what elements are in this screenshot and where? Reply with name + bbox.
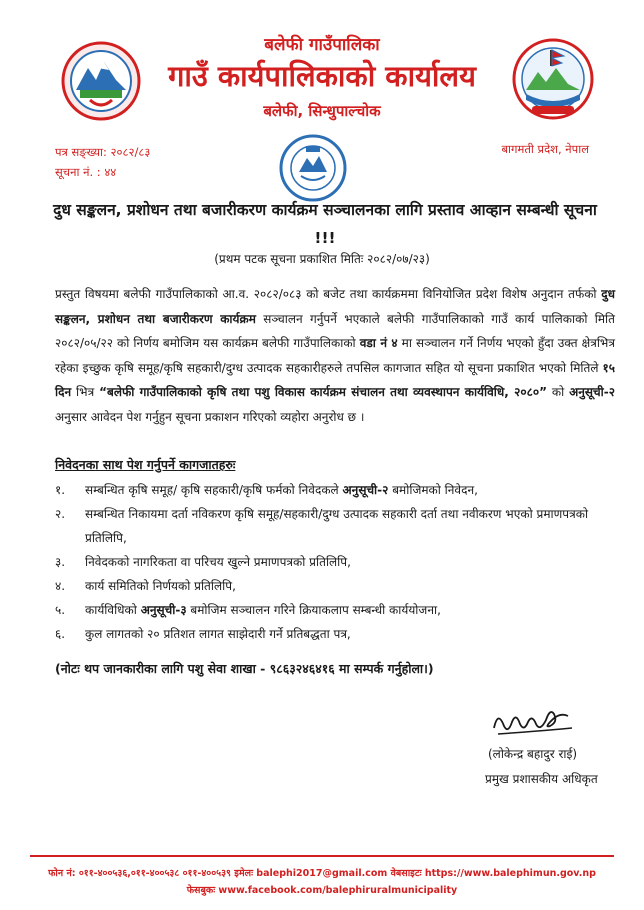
body-text: मा सञ्चालन गर्ने निर्णय भएको हुँदा उक्त क्षेत्रभित्र रहेका इच्छुक कृषि समूह/कृषि सहकारी/दुग्ध उत्पादक सहकारीहरुले तपसिल कागजात सहित यो सूचना प्रकाशित भएको मितिले [55,336,615,375]
municipality-name: बलेफी गाउँपालिका [264,35,380,55]
list-item [55,598,615,622]
notice-body [55,282,615,429]
item-number: ६. [55,627,66,641]
annex-reference: अनुसूची-२ [342,483,389,497]
list-item [55,574,615,598]
list-item [55,478,615,502]
item-text: कार्यविधिको अनुसूची-३ बमोजिम सञ्चालन गरिने क्रियाकलाप सम्बन्धी कार्ययोजना, [85,603,441,617]
item-text: सम्बन्धित कृषि समूह/ कृषि सहकारी/कृषि फर्मको निवेदकले अनुसूची-२ बमोजिमको निवेदन, [85,483,478,497]
signature-icon [488,698,578,742]
body-text: को [546,385,570,399]
footer-contact: फोन नं: ०११-४००५३६,०११-४००५३८ ०११-४००५३९ इमेलः balephi2017@gmail.com वेबसाइटः https://www.balephimun.gov.np [48,868,596,879]
ward-number: वडा नं ४ [359,336,398,350]
item-number: १. [55,483,66,497]
footer-social: फेसबुकः www.facebook.com/balephiruralmunicipality [186,885,458,896]
contact-note: (नोटः थप जानकारीका लागि पशु सेवा शाखा - ९८६३२४६४१६ मा सम्पर्क गर्नुहोला।) [55,661,434,676]
annex-reference: अनुसूची-३ [140,603,187,617]
publication-date: (प्रथम पटक सूचना प्रकाशित मितिः २०८२/०७/२३) [214,252,430,266]
notice-number: ४४ [104,165,117,179]
item-number: ४. [55,579,66,593]
signatory-post: प्रमुख प्रशासकीय अधिकृत [485,772,598,786]
item-text: निवेदकको नागरिकता वा परिचय खुल्ने प्रमाणपत्रको प्रतिलिपि, [85,555,351,569]
item-number: २. [55,507,66,521]
office-title: गाउँ कार्यपालिकाको कार्यालय [168,59,476,93]
body-text: सञ्चालन गर्नुपर्ने भएकाले बलेफी गाउँपालिकाको गाउँ कार्य पालिकाको मिति २०८२/०५/२२ को निर्णय बमोजिम यस कार्यक्रम बलेफी गाउँपालिकाको [55,311,615,350]
notice-number-line [55,162,150,182]
signatory-name: (लोकेन्द्र बहादुर राई) [488,747,578,761]
annex-reference: अनुसूची-२ [569,385,615,399]
letter-number-label: पत्र सङ्ख्या: [55,145,107,159]
documents-heading: निवेदनका साथ पेश गर्नुपर्ने कागजातहरुः [55,457,236,472]
notice-number-label: सूचना नं. : [55,165,101,179]
municipality-logo-icon [512,36,594,122]
body-text: भित्र [71,385,100,399]
list-item [55,550,615,574]
program-name: दुध सङ्कलन, प्रशोधन तथा बजारीकरण कार्यक्रम [55,287,615,326]
item-text: कार्य समितिको निर्णयको प्रतिलिपि, [85,579,236,593]
item-text: कुल लागतको २० प्रतिशत लागत साझेदारी गर्ने प्रतिबद्धता पत्र, [85,627,351,641]
body-text: प्रस्तुत विषयमा बलेफी गाउँपालिकाको आ.व. २०८२/०८३ को बजेट तथा कार्यक्रममा विनियोजित प्रदेश विशेष अनुदान तर्फको [55,287,602,301]
procedure-name: “बलेफी गाउँपालिकाको कृषि तथा पशु विकास कार्यक्रम संचालन तथा व्यवस्थापन कार्यविधि, २०८०” [99,385,547,399]
letter-number: २०८२/८३ [110,145,151,159]
item-number: ५. [55,603,66,617]
province-label: बागमती प्रदेश, नेपाल [501,142,589,156]
notice-title: दुध सङ्कलन, प्रशोधन तथा बजारीकरण कार्यक्रम सञ्चालनका लागि प्रस्ताव आव्हान सम्बन्धी सूचना !!! [53,201,597,247]
deadline-days: १५ दिन [55,360,615,399]
documents-list [55,478,615,646]
letter-number-line [55,142,150,162]
item-number: ३. [55,555,66,569]
body-text: अनुसार आवेदन पेश गर्नुहुन सूचना प्रकाशन गरिएको व्यहोरा अनुरोध छ । [55,409,365,424]
item-text: सम्बन्धित निकायमा दर्ता नविकरण कृषि समूह/सहकारी/दुग्ध उत्पादक सहकारी दर्ता तथा नवीकरण भएको प्रमाणपत्रको प्रतिलिपि, [85,507,589,545]
letterhead [0,0,644,130]
reference-block [55,142,150,182]
list-item [55,502,615,550]
footer-divider [30,855,614,857]
office-address: बलेफी, सिन्धुपाल्चोक [263,102,381,120]
list-item [55,622,615,646]
